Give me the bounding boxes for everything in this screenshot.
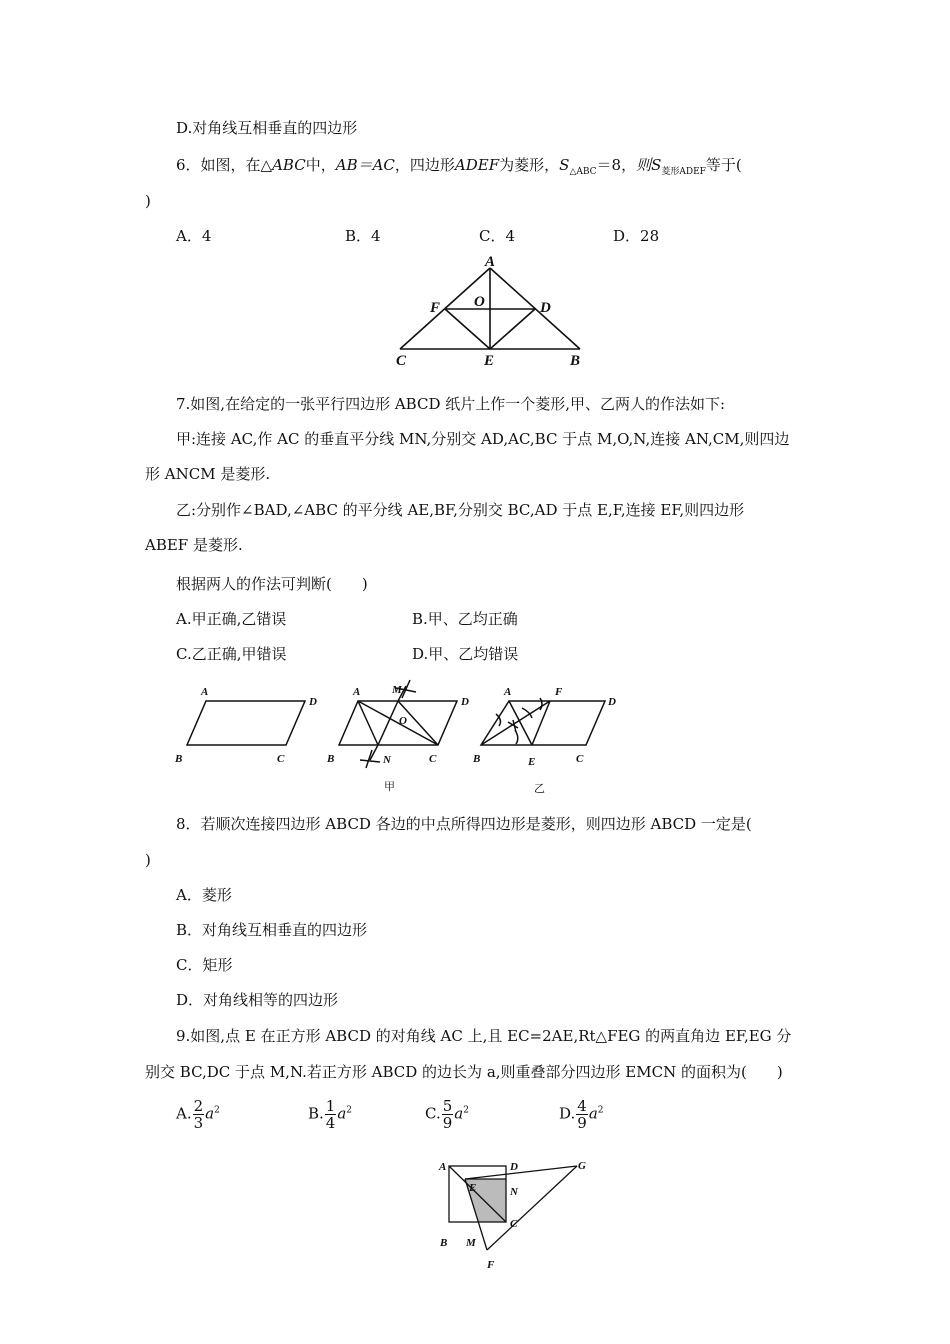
q6-label-a: A bbox=[485, 254, 496, 270]
q7-caption-yi: 乙 bbox=[534, 783, 545, 795]
q6-figure bbox=[390, 252, 590, 372]
q9-b-fraction bbox=[325, 1098, 337, 1131]
q7-option-a: A.甲正确,乙错误 bbox=[176, 610, 287, 628]
q7-f3-label-c: C bbox=[576, 753, 584, 765]
q9-d-prefix: D. bbox=[559, 1104, 576, 1123]
q7-figure bbox=[170, 678, 630, 796]
q7-f2-label-c: C bbox=[429, 753, 437, 765]
q9-label-n: N bbox=[510, 1186, 518, 1198]
q6-label-c: C bbox=[396, 353, 407, 369]
q9-b-den: 4 bbox=[325, 1114, 336, 1132]
q6-s2: S bbox=[651, 156, 662, 174]
q7-f3-label-d: D bbox=[608, 696, 616, 708]
q9-d-var: a bbox=[588, 1104, 598, 1123]
q7-f2-label-d: D bbox=[461, 696, 469, 708]
q9-label-d: D bbox=[510, 1161, 518, 1173]
q6-ab-ac: AB＝AC bbox=[335, 156, 395, 174]
q7-f1-label-d: D bbox=[309, 696, 317, 708]
q9-option-c bbox=[425, 1098, 469, 1131]
q7-f3-label-b: B bbox=[473, 753, 481, 765]
q7-f2-label-m: M bbox=[392, 684, 402, 696]
q7-f2-label-a: A bbox=[353, 686, 361, 698]
q6-label-d: D bbox=[540, 300, 551, 316]
q8-line1: 8．若顺次连接四边形 ABCD 各边的中点所得四边形是菱形，则四边形 ABCD 一定是( bbox=[176, 815, 752, 833]
q9-a-fraction bbox=[193, 1098, 205, 1131]
q7-f1-label-b: B bbox=[175, 753, 183, 765]
q6-s-sub: △ABC bbox=[569, 167, 597, 177]
q6-close-paren: ) bbox=[145, 192, 151, 210]
q9-label-c: C bbox=[510, 1218, 518, 1230]
q7-f3-label-a: A bbox=[504, 686, 512, 698]
q9-c-var: a bbox=[454, 1104, 464, 1123]
q7-f3-label-f: F bbox=[555, 686, 563, 698]
q8-option-d: D．对角线相等的四边形 bbox=[176, 991, 339, 1009]
q9-line2: 别交 BC,DC 于点 M,N.若正方形 ABCD 的边长为 a,则重叠部分四边形 EMCN 的面积为( ) bbox=[145, 1063, 783, 1081]
q9-label-m: M bbox=[466, 1237, 476, 1249]
q9-figure bbox=[435, 1158, 595, 1276]
q9-c-den: 9 bbox=[442, 1114, 453, 1132]
q6-option-d: D．28 bbox=[613, 227, 660, 245]
q9-a-prefix: A. bbox=[176, 1104, 192, 1123]
q6-stem bbox=[176, 155, 742, 182]
q6-adef: ADEF bbox=[454, 156, 500, 174]
q9-c-num: 5 bbox=[442, 1097, 453, 1115]
q9-a-exp: 2 bbox=[214, 1105, 220, 1116]
q7-f1-label-a: A bbox=[201, 686, 209, 698]
q7-line3: 形 ANCM 是菱形. bbox=[145, 465, 271, 483]
q9-c-exp: 2 bbox=[463, 1105, 469, 1116]
q6-option-b: B．4 bbox=[345, 227, 381, 245]
q7-option-b: B.甲、乙均正确 bbox=[412, 610, 518, 628]
q7-line1: 7.如图,在给定的一张平行四边形 ABCD 纸片上作一个菱形,甲、乙两人的作法如下: bbox=[176, 395, 726, 413]
q9-line1: 9.如图,点 E 在正方形 ABCD 的对角线 AC 上,且 EC=2AE,Rt△FEG 的两直角边 EF,EG 分 bbox=[176, 1027, 792, 1045]
q6-label-e: E bbox=[484, 353, 495, 369]
q6-ze: 则 bbox=[636, 156, 652, 174]
q8-option-b: B．对角线互相垂直的四边形 bbox=[176, 921, 368, 939]
q7-line5: ABEF 是菱形. bbox=[145, 536, 243, 554]
q9-label-e: E bbox=[469, 1182, 477, 1194]
q7-f2-label-n: N bbox=[383, 754, 391, 766]
q7-caption-jia: 甲 bbox=[384, 781, 395, 793]
q9-d-fraction bbox=[576, 1098, 588, 1131]
q9-d-den: 9 bbox=[577, 1114, 587, 1132]
q9-label-g: G bbox=[578, 1160, 586, 1172]
q7-line6: 根据两人的作法可判断( ) bbox=[176, 575, 368, 593]
q7-line2: 甲:连接 AC,作 AC 的垂直平分线 MN,分别交 AD,AC,BC 于点 M,O,N,连接 AN,CM,则四边 bbox=[176, 430, 790, 448]
q7-f2-label-b: B bbox=[327, 753, 335, 765]
q6-p3: ，四边形 bbox=[394, 156, 455, 174]
q9-label-b: B bbox=[440, 1237, 448, 1249]
q7-f3-label-e: E bbox=[528, 756, 536, 768]
q9-a-den: 3 bbox=[193, 1114, 204, 1132]
q9-d-exp: 2 bbox=[597, 1105, 604, 1116]
q9-label-a: A bbox=[439, 1161, 447, 1173]
q9-b-num: 1 bbox=[325, 1097, 336, 1115]
q6-p4: 为菱形， bbox=[499, 156, 560, 174]
q6-end: 等于( bbox=[705, 156, 742, 174]
q9-option-a bbox=[176, 1098, 220, 1131]
q6-s: S bbox=[559, 156, 570, 174]
q8-option-c: C．矩形 bbox=[176, 956, 233, 974]
q9-a-var: a bbox=[205, 1104, 215, 1123]
q9-option-d bbox=[559, 1098, 604, 1131]
q7-option-d: D.甲、乙均错误 bbox=[412, 645, 519, 663]
q6-option-a: A．4 bbox=[176, 227, 212, 245]
q6-label-o: O bbox=[474, 294, 485, 310]
q6-s2-sub: 菱形ADEF bbox=[661, 167, 706, 177]
q7-f1-label-c: C bbox=[277, 753, 285, 765]
q6-label-b: B bbox=[570, 353, 581, 369]
q7-line4: 乙:分别作∠BAD,∠ABC 的平分线 AE,BF,分别交 BC,AD 于点 E,F,连接 EF,则四边形 bbox=[176, 501, 745, 519]
q7-option-c: C.乙正确,甲错误 bbox=[176, 645, 287, 663]
q9-c-prefix: C. bbox=[425, 1104, 441, 1123]
q9-b-var: a bbox=[337, 1104, 347, 1123]
q9-b-prefix: B. bbox=[308, 1104, 324, 1123]
q8-option-a: A．菱形 bbox=[176, 886, 232, 904]
q9-b-exp: 2 bbox=[346, 1105, 353, 1116]
q9-option-b bbox=[308, 1098, 352, 1131]
q6-eq8: ＝8， bbox=[596, 156, 637, 174]
q6-option-c: C．4 bbox=[479, 227, 516, 245]
q6-p2: 中， bbox=[305, 156, 336, 174]
q9-c-fraction bbox=[442, 1098, 454, 1131]
q9-d-num: 4 bbox=[577, 1097, 587, 1115]
q9-a-num: 2 bbox=[193, 1097, 204, 1115]
q9-label-f: F bbox=[487, 1259, 495, 1271]
q8-close-paren: ) bbox=[145, 851, 151, 869]
q6-abc: ABC bbox=[272, 156, 306, 174]
q7-f2-label-o: O bbox=[399, 715, 407, 727]
q5-option-d: D.对角线互相垂直的四边形 bbox=[176, 119, 358, 137]
q6-label-f: F bbox=[430, 300, 441, 316]
q6-p1: 6．如图，在△ bbox=[176, 156, 273, 174]
